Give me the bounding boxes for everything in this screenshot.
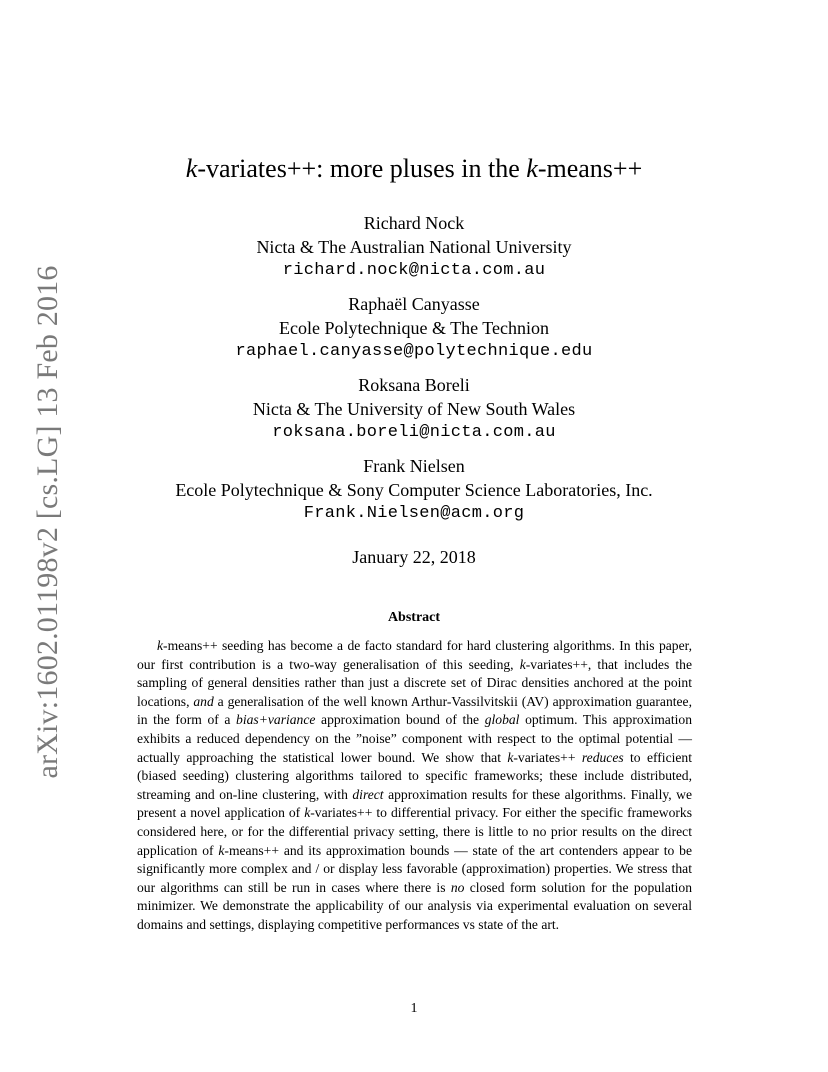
abstract-text-run: to efficient (biased seeding) clustering algorithms tailored to specific frameworks; these include distributed, streaming and on-line clustering, with (137, 749, 692, 802)
abstract-text-run: approximation results for these algorithms. Finally, we present a novel application of (137, 786, 692, 821)
abstract-emphasis: k (157, 638, 164, 653)
abstract-emphasis: global (484, 712, 520, 728)
author-block (0, 211, 828, 283)
author-affiliation: Ecole Polytechnique & The Technion (278, 318, 549, 338)
abstract-emphasis: k (507, 749, 514, 765)
abstract-text-run: approximation bound of the (315, 712, 485, 728)
abstract-body (137, 637, 692, 935)
abstract-text-run: closed form solution for the population minimizer. We demonstrate the applicability of our analysis via experimental evaluation on several domains and settings, displaying competitive performances vs state of the art. (137, 879, 692, 932)
author-email: roksana.boreli@nicta.com.au (272, 423, 556, 442)
author-name: Roksana Boreli (358, 375, 470, 395)
author-email: Frank.Nielsen@acm.org (303, 504, 525, 523)
abstract-emphasis: k (304, 805, 311, 821)
abstract-emphasis: k (218, 842, 225, 858)
author-email: richard.nock@nicta.com.au (282, 261, 546, 280)
abstract-text-run: a generalisation of the well known Arthur-Vassilvitskii (AV) approximation guarantee, in the form of a (137, 693, 692, 728)
author-affiliation: Nicta & The University of New South Wales (252, 399, 576, 419)
arxiv-identifier-stamp: arXiv:1602.01198v2 [cs.LG] 13 Feb 2016 (31, 265, 64, 779)
author-block (0, 373, 828, 445)
title-text-part2: -means++ (537, 154, 643, 183)
author-list (0, 211, 828, 535)
title-math-k: k (526, 154, 538, 183)
abstract-text-run: -variates++ (513, 749, 582, 765)
publication-date: January 22, 2018 (352, 547, 476, 567)
author-block (0, 292, 828, 364)
abstract-heading: Abstract (387, 610, 441, 625)
abstract-emphasis: bias+variance (236, 712, 316, 728)
author-name: Raphaël Canyasse (348, 294, 480, 314)
author-name: Richard Nock (363, 213, 465, 233)
abstract-emphasis: reduces (581, 749, 624, 765)
abstract-text-run: optimum. This approximation exhibits a reduced dependency on the ”noise” component with respect to the optimal potential — actually approaching the statistical lower bound. We show that (137, 712, 692, 765)
abstract-text-run: -variates++, that includes the sampling of general densities rather than just a discrete set of Dirac densities anchored at the point locations, (137, 656, 692, 709)
abstract-text-run: -means++ seeding has become a de facto standard for hard clustering algorithms. In this paper, our first contribution is a two-way generalisation of this seeding, (137, 638, 692, 672)
title-text-part1: -variates++: more pluses in the (197, 154, 527, 183)
author-email: raphael.canyasse@polytechnique.edu (235, 342, 593, 361)
abstract-emphasis: and (193, 693, 214, 709)
author-affiliation: Nicta & The Australian National University (256, 237, 572, 257)
title-math-k: k (185, 154, 198, 183)
abstract-text-run: -means++ and its approximation bounds — state of the art contenders appear to be significantly more complex and / or display less favorable (approximation) properties. We stress that our algorithms can still be run in cases where there is (137, 842, 692, 895)
abstract-emphasis: no (450, 879, 465, 895)
page-number: 1 (410, 1001, 418, 1016)
author-block (0, 454, 828, 526)
abstract-text-run: -variates++ to differential privacy. For either the specific frameworks considered here, or for the differential privacy setting, there is little to no prior results on the direct application of (137, 805, 693, 858)
paper-title (0, 152, 828, 186)
abstract-emphasis: direct (352, 786, 384, 802)
author-affiliation: Ecole Polytechnique & Sony Computer Science Laboratories, Inc. (175, 480, 653, 500)
abstract-emphasis: k (519, 656, 526, 672)
author-name: Frank Nielsen (363, 456, 465, 476)
